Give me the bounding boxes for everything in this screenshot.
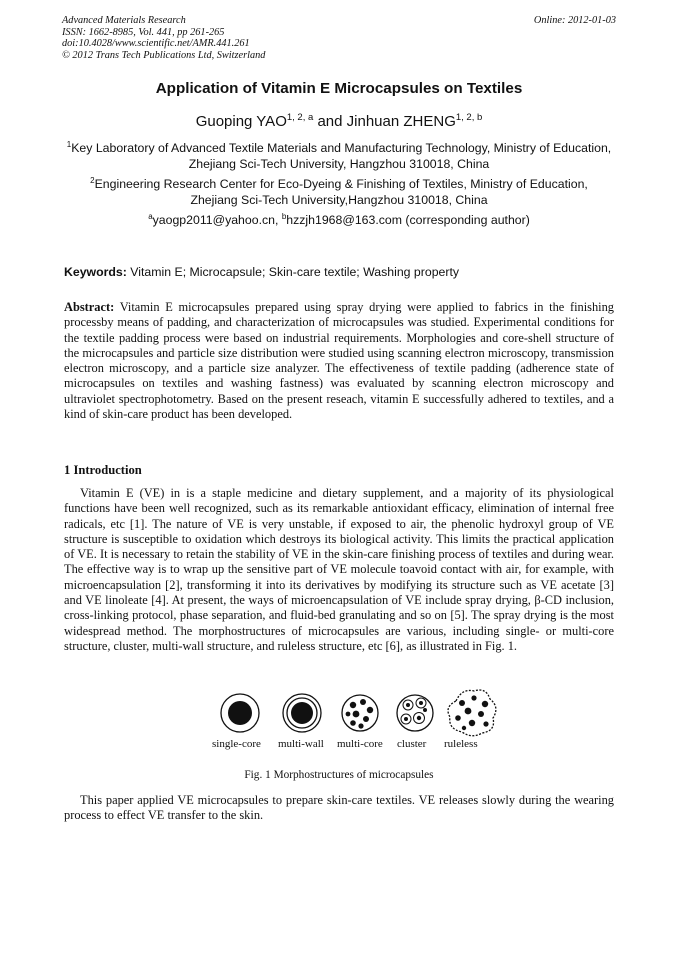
keywords	[64, 265, 459, 279]
email-a: yaogp2011@yahoo.cn,	[152, 213, 279, 227]
affiliation-1-line-2: Zhejiang Sci-Tech University, Hangzhou 310018, China	[188, 156, 490, 171]
ruleless-microcapsule	[448, 690, 496, 736]
affiliation-1	[0, 137, 678, 172]
author-1-sup: 1, 2, a	[286, 112, 314, 123]
cluster-microcapsule	[397, 695, 433, 731]
keywords-label: Keywords:	[64, 265, 127, 279]
affiliation-2-line-1: Engineering Research Center for Eco-Dyeing & Finishing of Textiles, Ministry of Education,	[94, 177, 588, 191]
author-and: and	[317, 113, 343, 130]
keywords-text: Vitamin E; Microcapsule; Skin-care textile; Washing property	[130, 265, 460, 279]
affiliation-2	[0, 173, 678, 208]
figure-label-multi-core: multi-core	[337, 738, 383, 750]
intro-paragraph-2: This paper applied VE microcapsules to prepare skin-care textiles. VE releases slowly during the wearing process to effect VE transfer to the skin.	[64, 793, 614, 823]
section-heading-introduction: 1 Introduction	[64, 463, 142, 477]
figure-1-caption: Fig. 1 Morphostructures of microcapsules	[244, 769, 434, 781]
author-2: Jinhuan ZHENG	[346, 113, 456, 130]
online-date: Online: 2012-01-03	[533, 15, 616, 26]
abstract-label: Abstract:	[64, 300, 115, 314]
affiliation-1-line-1: Key Laboratory of Advanced Textile Materials and Manufacturing Technology, Ministry of Education,	[71, 141, 612, 155]
figure-label-single-core: single-core	[212, 738, 261, 750]
multi-core-microcapsule	[342, 695, 378, 731]
single-core-microcapsule	[221, 694, 259, 732]
affiliation-2-line-2: Zhejiang Sci-Tech University,Hangzhou 310018, China	[190, 192, 488, 207]
email-b: hzzjh1968@163.com (corresponding author)	[286, 213, 530, 227]
intro-paragraph-1: Vitamin E (VE) in is a staple medicine and dietary supplement, and a majority of its physiological functions have been well recognized, such as its remarkable antioxidant efficacy, elimination of internal free radicals, etc [1]. The nature of VE is very unstable, if exposed to air, the phenolic hydroxyl group of VE structure is susceptible to oxidation which destroys its biological activity. This limits the practical application of VE. It is necessary to retain the stability of VE in the skin-care finishing process of textiles and during wear. The effective way is to wrap up the sensitive part of VE molecule toavoid contact with air, for example, with microencapsulation [2], transforming it into its derivatives by modifying its structure such as VE acetate [3] and VE linoleate [4]. At present, the ways of microencapsulation of VE include spray drying, β-CD inclusion, cross-linking protocol, phase separation, and fluid-bed granulating and so on [5]. The spray drying is the most widespread method. The morphostructures of microcapsules are various, including single- or multi-core structure, cluster, multi-wall structure, and ruleless structure, etc [6], as illustrated in Fig. 1.	[64, 486, 614, 653]
doi: doi:10.4028/www.scientific.net/AMR.441.261	[62, 38, 250, 50]
affiliation-2-sup: 2	[90, 176, 95, 185]
figure-label-ruleless: ruleless	[444, 738, 478, 750]
emails	[0, 209, 678, 229]
author-1: Guoping YAO	[195, 113, 287, 130]
author-2-sup: 1, 2, b	[455, 112, 483, 123]
authors	[0, 112, 678, 130]
figure-label-cluster: cluster	[397, 738, 427, 750]
multi-wall-microcapsule	[283, 694, 321, 732]
paper-title: Application of Vitamin E Microcapsules on Textiles	[155, 80, 523, 97]
email-a-sup: a	[148, 212, 153, 221]
figure-1	[210, 683, 500, 753]
copyright: © 2012 Trans Tech Publications Ltd, Switzerland	[62, 49, 266, 61]
abstract	[64, 300, 614, 422]
journal-name: Advanced Materials Research	[62, 15, 186, 26]
figure-1-drawing	[210, 683, 500, 739]
email-b-sup: b	[281, 212, 287, 221]
abstract-text: Vitamin E microcapsules prepared using spray drying were applied to fabrics in the finishing processby means of padding, and characterization of microcapsules was studied. Experimental conditions for the textile padding process were based on industrial requirements. Morphologies and core-shell structure of the microcapsules and particle size distribution were studied using scanning electron microscopy, transmission electron microscopy, and a particle size analyzer. The effectiveness of textile padding (adherence state of microcapsules on textiles and washing fastness) was evaluated by scanning electron microscopy and ultraviolet spectrophotometry. Based on the present reseach, vitamin E successfully adhered to textiles, and a kind of skin-care product has been developed.	[64, 300, 614, 422]
issn: ISSN: 1662-8985, Vol. 441, pp 261-265	[62, 26, 225, 38]
figure-label-multi-wall: multi-wall	[278, 738, 324, 750]
affiliation-1-sup: 1	[66, 140, 72, 149]
journal-header	[62, 15, 616, 61]
